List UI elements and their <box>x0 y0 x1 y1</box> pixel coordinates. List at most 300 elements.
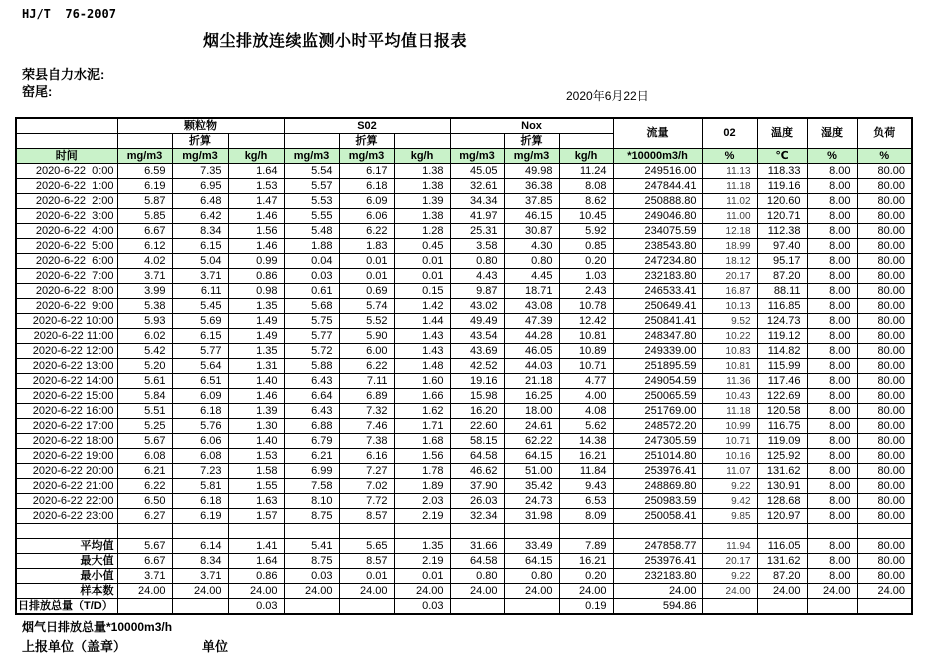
value-cell: 18.12 <box>702 254 757 269</box>
value-cell: 5.51 <box>117 404 172 419</box>
summary-value-cell: 3.71 <box>117 569 172 584</box>
value-cell: 44.03 <box>504 359 559 374</box>
value-cell: 1.56 <box>228 224 284 239</box>
value-cell: 6.15 <box>172 329 228 344</box>
value-cell: 1.63 <box>228 494 284 509</box>
value-cell: 5.61 <box>117 374 172 389</box>
value-cell: 1.55 <box>228 479 284 494</box>
value-cell: 1.35 <box>228 299 284 314</box>
col-header-humidity: 湿度 <box>807 118 857 149</box>
value-cell: 1.35 <box>228 344 284 359</box>
value-cell: 1.62 <box>394 404 450 419</box>
value-cell: 1.56 <box>394 449 450 464</box>
value-cell: 7.38 <box>339 434 394 449</box>
value-cell: 46.62 <box>450 464 504 479</box>
table-row <box>16 314 912 329</box>
value-cell: 0.61 <box>284 284 339 299</box>
unit-label: 单位 <box>202 639 229 654</box>
summary-value-cell: 1.41 <box>228 539 284 554</box>
value-cell: 6.88 <box>284 419 339 434</box>
value-cell: 46.15 <box>504 209 559 224</box>
value-cell: 8.00 <box>807 224 857 239</box>
summary-value-cell: 31.66 <box>450 539 504 554</box>
value-cell: 2.03 <box>394 494 450 509</box>
summary-label-cell: 日排放总量（T/D） <box>16 599 117 615</box>
value-cell: 247844.41 <box>613 179 702 194</box>
summary-row <box>16 539 912 554</box>
value-cell: 80.00 <box>857 254 912 269</box>
value-cell: 44.28 <box>504 329 559 344</box>
value-cell: 2.43 <box>559 284 613 299</box>
value-cell: 5.67 <box>117 434 172 449</box>
value-cell: 1.68 <box>394 434 450 449</box>
value-cell: 1.60 <box>394 374 450 389</box>
value-cell: 0.01 <box>394 269 450 284</box>
table-row <box>16 359 912 374</box>
value-cell: 8.00 <box>807 494 857 509</box>
value-cell: 1.89 <box>394 479 450 494</box>
value-cell: 1.49 <box>228 314 284 329</box>
summary-value-cell: 0.20 <box>559 569 613 584</box>
time-cell: 2020-6-22 4:00 <box>16 224 117 239</box>
value-cell: 80.00 <box>857 344 912 359</box>
value-cell: 8.00 <box>807 269 857 284</box>
value-cell: 8.00 <box>807 329 857 344</box>
value-cell: 9.42 <box>702 494 757 509</box>
table-row <box>16 254 912 269</box>
value-cell: 8.09 <box>559 509 613 524</box>
value-cell: 0.01 <box>339 254 394 269</box>
value-cell: 5.77 <box>284 329 339 344</box>
value-cell: 18.99 <box>702 239 757 254</box>
unit-header: % <box>702 149 757 164</box>
value-cell: 10.99 <box>702 419 757 434</box>
value-cell: 1.88 <box>284 239 339 254</box>
summary-value-cell: 594.86 <box>613 599 702 615</box>
value-cell: 0.20 <box>559 254 613 269</box>
value-cell: 30.87 <box>504 224 559 239</box>
value-cell: 80.00 <box>857 494 912 509</box>
summary-value-cell: 24.00 <box>807 584 857 599</box>
value-cell: 9.22 <box>702 479 757 494</box>
value-cell: 6.02 <box>117 329 172 344</box>
value-cell: 5.45 <box>172 299 228 314</box>
value-cell: 80.00 <box>857 284 912 299</box>
value-cell: 7.02 <box>339 479 394 494</box>
time-cell: 2020-6-22 12:00 <box>16 344 117 359</box>
value-cell: 18.00 <box>504 404 559 419</box>
value-cell: 6.42 <box>172 209 228 224</box>
value-cell: 1.53 <box>228 179 284 194</box>
value-cell: 3.99 <box>117 284 172 299</box>
unit-header: mg/m3 <box>339 149 394 164</box>
value-cell: 249046.80 <box>613 209 702 224</box>
value-cell: 112.38 <box>757 224 807 239</box>
value-cell: 6.21 <box>117 464 172 479</box>
empty-cell <box>450 524 504 539</box>
value-cell: 80.00 <box>857 374 912 389</box>
summary-value-cell: 80.00 <box>857 569 912 584</box>
value-cell: 8.00 <box>807 419 857 434</box>
value-cell: 120.97 <box>757 509 807 524</box>
empty-cell <box>757 524 807 539</box>
table-row <box>16 434 912 449</box>
value-cell: 6.48 <box>172 194 228 209</box>
value-cell: 10.22 <box>702 329 757 344</box>
value-cell: 5.90 <box>339 329 394 344</box>
summary-label-cell: 最小值 <box>16 569 117 584</box>
summary-value-cell: 131.62 <box>757 554 807 569</box>
value-cell: 0.45 <box>394 239 450 254</box>
value-cell: 10.81 <box>559 329 613 344</box>
table-body <box>16 164 912 615</box>
summary-value-cell: 0.19 <box>559 599 613 615</box>
value-cell: 8.75 <box>284 509 339 524</box>
value-cell: 1.71 <box>394 419 450 434</box>
value-cell: 8.00 <box>807 239 857 254</box>
value-cell: 18.71 <box>504 284 559 299</box>
value-cell: 87.20 <box>757 269 807 284</box>
value-cell: 22.60 <box>450 419 504 434</box>
col-header-flow: 流量 <box>613 118 702 149</box>
value-cell: 1.03 <box>559 269 613 284</box>
summary-row <box>16 584 912 599</box>
summary-value-cell: 5.67 <box>117 539 172 554</box>
value-cell: 11.13 <box>702 164 757 179</box>
empty-cell <box>172 524 228 539</box>
value-cell: 9.52 <box>702 314 757 329</box>
summary-value-cell: 6.14 <box>172 539 228 554</box>
summary-value-cell: 24.00 <box>559 584 613 599</box>
value-cell: 4.30 <box>504 239 559 254</box>
value-cell: 43.54 <box>450 329 504 344</box>
value-cell: 5.87 <box>117 194 172 209</box>
value-cell: 5.38 <box>117 299 172 314</box>
time-cell: 2020-6-22 16:00 <box>16 404 117 419</box>
value-cell: 5.85 <box>117 209 172 224</box>
unit-header: % <box>807 149 857 164</box>
summary-value-cell: 0.01 <box>394 569 450 584</box>
table-row <box>16 419 912 434</box>
value-cell: 250058.41 <box>613 509 702 524</box>
value-cell: 80.00 <box>857 509 912 524</box>
value-cell: 80.00 <box>857 359 912 374</box>
value-cell: 8.00 <box>807 254 857 269</box>
value-cell: 1.40 <box>228 434 284 449</box>
value-cell: 8.00 <box>807 179 857 194</box>
value-cell: 5.20 <box>117 359 172 374</box>
summary-value-cell: 0.03 <box>284 569 339 584</box>
group-header-nox: Nox <box>450 118 613 134</box>
value-cell: 130.91 <box>757 479 807 494</box>
value-cell: 10.13 <box>702 299 757 314</box>
time-cell: 2020-6-22 18:00 <box>16 434 117 449</box>
value-cell: 8.00 <box>807 404 857 419</box>
value-cell: 7.46 <box>339 419 394 434</box>
value-cell: 0.85 <box>559 239 613 254</box>
value-cell: 5.68 <box>284 299 339 314</box>
summary-value-cell: 8.00 <box>807 569 857 584</box>
col-header-temperature: 温度 <box>757 118 807 149</box>
summary-value-cell <box>757 599 807 615</box>
summary-value-cell: 24.00 <box>284 584 339 599</box>
value-cell: 5.52 <box>339 314 394 329</box>
unit-header: *10000m3/h <box>613 149 702 164</box>
value-cell: 80.00 <box>857 209 912 224</box>
value-cell: 1.28 <box>394 224 450 239</box>
value-cell: 8.62 <box>559 194 613 209</box>
summary-value-cell <box>807 599 857 615</box>
value-cell: 1.39 <box>228 404 284 419</box>
time-cell: 2020-6-22 3:00 <box>16 209 117 224</box>
empty-cell <box>339 524 394 539</box>
value-cell: 7.72 <box>339 494 394 509</box>
value-cell: 1.30 <box>228 419 284 434</box>
time-cell: 2020-6-22 8:00 <box>16 284 117 299</box>
value-cell: 5.75 <box>284 314 339 329</box>
time-cell: 2020-6-22 10:00 <box>16 314 117 329</box>
summary-value-cell <box>702 599 757 615</box>
monitoring-location: 窑尾: <box>22 84 53 99</box>
value-cell: 9.85 <box>702 509 757 524</box>
value-cell: 249339.00 <box>613 344 702 359</box>
summary-value-cell: 24.00 <box>172 584 228 599</box>
value-cell: 6.22 <box>339 359 394 374</box>
value-cell: 80.00 <box>857 389 912 404</box>
time-cell: 2020-6-22 6:00 <box>16 254 117 269</box>
summary-row <box>16 554 912 569</box>
value-cell: 32.61 <box>450 179 504 194</box>
value-cell: 6.18 <box>172 404 228 419</box>
value-cell: 5.53 <box>284 194 339 209</box>
value-cell: 7.11 <box>339 374 394 389</box>
value-cell: 6.99 <box>284 464 339 479</box>
value-cell: 1.58 <box>228 464 284 479</box>
value-cell: 26.03 <box>450 494 504 509</box>
table-row <box>16 329 912 344</box>
value-cell: 8.00 <box>807 314 857 329</box>
value-cell: 6.11 <box>172 284 228 299</box>
value-cell: 5.48 <box>284 224 339 239</box>
value-cell: 0.86 <box>228 269 284 284</box>
value-cell: 248347.80 <box>613 329 702 344</box>
value-cell: 0.80 <box>504 254 559 269</box>
unit-header: kg/h <box>228 149 284 164</box>
value-cell: 249516.00 <box>613 164 702 179</box>
value-cell: 10.45 <box>559 209 613 224</box>
summary-label-cell: 最大值 <box>16 554 117 569</box>
value-cell: 6.08 <box>117 449 172 464</box>
value-cell: 64.15 <box>504 449 559 464</box>
value-cell: 43.08 <box>504 299 559 314</box>
value-cell: 10.71 <box>559 359 613 374</box>
value-cell: 16.87 <box>702 284 757 299</box>
value-cell: 8.00 <box>807 434 857 449</box>
summary-value-cell: 24.00 <box>228 584 284 599</box>
value-cell: 46.05 <box>504 344 559 359</box>
summary-value-cell <box>172 599 228 615</box>
value-cell: 5.74 <box>339 299 394 314</box>
value-cell: 1.46 <box>228 209 284 224</box>
value-cell: 246533.41 <box>613 284 702 299</box>
value-cell: 5.69 <box>172 314 228 329</box>
emission-report-table <box>15 117 913 615</box>
empty-cell <box>284 524 339 539</box>
value-cell: 1.40 <box>228 374 284 389</box>
value-cell: 6.18 <box>339 179 394 194</box>
value-cell: 120.71 <box>757 209 807 224</box>
value-cell: 0.04 <box>284 254 339 269</box>
unit-header: kg/h <box>394 149 450 164</box>
value-cell: 8.00 <box>807 284 857 299</box>
value-cell: 8.00 <box>807 464 857 479</box>
value-cell: 1.44 <box>394 314 450 329</box>
summary-value-cell <box>339 599 394 615</box>
table-row <box>16 464 912 479</box>
value-cell: 0.98 <box>228 284 284 299</box>
time-column-header: 时间 <box>16 149 117 164</box>
value-cell: 14.38 <box>559 434 613 449</box>
value-cell: 1.43 <box>394 344 450 359</box>
value-cell: 3.71 <box>117 269 172 284</box>
value-cell: 80.00 <box>857 164 912 179</box>
page-title: 烟尘排放连续监测小时平均值日报表 <box>203 33 468 50</box>
value-cell: 119.09 <box>757 434 807 449</box>
value-cell: 120.60 <box>757 194 807 209</box>
summary-value-cell: 8.00 <box>807 539 857 554</box>
value-cell: 251014.80 <box>613 449 702 464</box>
summary-value-cell: 24.00 <box>117 584 172 599</box>
value-cell: 0.01 <box>339 269 394 284</box>
value-cell: 247305.59 <box>613 434 702 449</box>
summary-value-cell: 24.00 <box>394 584 450 599</box>
value-cell: 8.00 <box>807 374 857 389</box>
time-cell: 2020-6-22 17:00 <box>16 419 117 434</box>
time-cell: 2020-6-22 7:00 <box>16 269 117 284</box>
value-cell: 8.00 <box>807 164 857 179</box>
value-cell: 80.00 <box>857 194 912 209</box>
summary-value-cell: 8.57 <box>339 554 394 569</box>
table-row <box>16 509 912 524</box>
value-cell: 43.02 <box>450 299 504 314</box>
value-cell: 1.49 <box>228 329 284 344</box>
value-cell: 8.34 <box>172 224 228 239</box>
value-cell: 4.45 <box>504 269 559 284</box>
value-cell: 5.64 <box>172 359 228 374</box>
table-row <box>16 284 912 299</box>
value-cell: 80.00 <box>857 464 912 479</box>
value-cell: 4.77 <box>559 374 613 389</box>
value-cell: 6.22 <box>117 479 172 494</box>
value-cell: 6.22 <box>339 224 394 239</box>
value-cell: 6.59 <box>117 164 172 179</box>
summary-value-cell: 64.58 <box>450 554 504 569</box>
value-cell: 35.42 <box>504 479 559 494</box>
so2-converted-header: 折算 <box>339 134 394 149</box>
summary-value-cell: 5.41 <box>284 539 339 554</box>
value-cell: 116.75 <box>757 419 807 434</box>
value-cell: 80.00 <box>857 449 912 464</box>
value-cell: 9.87 <box>450 284 504 299</box>
value-cell: 5.92 <box>559 224 613 239</box>
value-cell: 15.98 <box>450 389 504 404</box>
value-cell: 3.71 <box>172 269 228 284</box>
value-cell: 9.43 <box>559 479 613 494</box>
value-cell: 8.10 <box>284 494 339 509</box>
value-cell: 117.46 <box>757 374 807 389</box>
value-cell: 1.64 <box>228 164 284 179</box>
table-row <box>16 179 912 194</box>
summary-value-cell: 0.80 <box>504 569 559 584</box>
value-cell: 1.38 <box>394 164 450 179</box>
value-cell: 249054.59 <box>613 374 702 389</box>
value-cell: 8.00 <box>807 449 857 464</box>
value-cell: 42.52 <box>450 359 504 374</box>
value-cell: 250888.80 <box>613 194 702 209</box>
value-cell: 119.12 <box>757 329 807 344</box>
value-cell: 8.57 <box>339 509 394 524</box>
summary-value-cell: 3.71 <box>172 569 228 584</box>
value-cell: 80.00 <box>857 299 912 314</box>
group-header-so2: S02 <box>284 118 450 134</box>
value-cell: 6.50 <box>117 494 172 509</box>
value-cell: 1.83 <box>339 239 394 254</box>
summary-label-cell: 样本数 <box>16 584 117 599</box>
value-cell: 10.89 <box>559 344 613 359</box>
summary-value-cell: 80.00 <box>857 554 912 569</box>
value-cell: 7.32 <box>339 404 394 419</box>
value-cell: 250065.59 <box>613 389 702 404</box>
time-cell: 2020-6-22 5:00 <box>16 239 117 254</box>
summary-value-cell: 64.15 <box>504 554 559 569</box>
value-cell: 10.43 <box>702 389 757 404</box>
value-cell: 6.08 <box>172 449 228 464</box>
table-row <box>16 344 912 359</box>
value-cell: 5.25 <box>117 419 172 434</box>
value-cell: 6.19 <box>172 509 228 524</box>
value-cell: 1.46 <box>228 239 284 254</box>
unit-header: mg/m3 <box>504 149 559 164</box>
value-cell: 131.62 <box>757 464 807 479</box>
spacer-row <box>16 524 912 539</box>
value-cell: 16.21 <box>559 449 613 464</box>
value-cell: 0.69 <box>339 284 394 299</box>
value-cell: 11.18 <box>702 179 757 194</box>
summary-value-cell: 0.86 <box>228 569 284 584</box>
summary-row <box>16 569 912 584</box>
value-cell: 8.08 <box>559 179 613 194</box>
value-cell: 80.00 <box>857 329 912 344</box>
value-cell: 248572.20 <box>613 419 702 434</box>
value-cell: 2.19 <box>394 509 450 524</box>
value-cell: 11.02 <box>702 194 757 209</box>
value-cell: 8.00 <box>807 344 857 359</box>
value-cell: 250983.59 <box>613 494 702 509</box>
value-cell: 43.69 <box>450 344 504 359</box>
flue-gas-total-note: 烟气日排放总量*10000m3/h <box>22 620 173 634</box>
value-cell: 24.73 <box>504 494 559 509</box>
value-cell: 8.00 <box>807 194 857 209</box>
summary-value-cell: 8.00 <box>807 554 857 569</box>
nox-converted-header: 折算 <box>504 134 559 149</box>
summary-value-cell: 87.20 <box>757 569 807 584</box>
value-cell: 0.80 <box>450 254 504 269</box>
value-cell: 8.00 <box>807 509 857 524</box>
summary-value-cell <box>504 599 559 615</box>
value-cell: 11.07 <box>702 464 757 479</box>
value-cell: 6.19 <box>117 179 172 194</box>
summary-value-cell: 1.64 <box>228 554 284 569</box>
